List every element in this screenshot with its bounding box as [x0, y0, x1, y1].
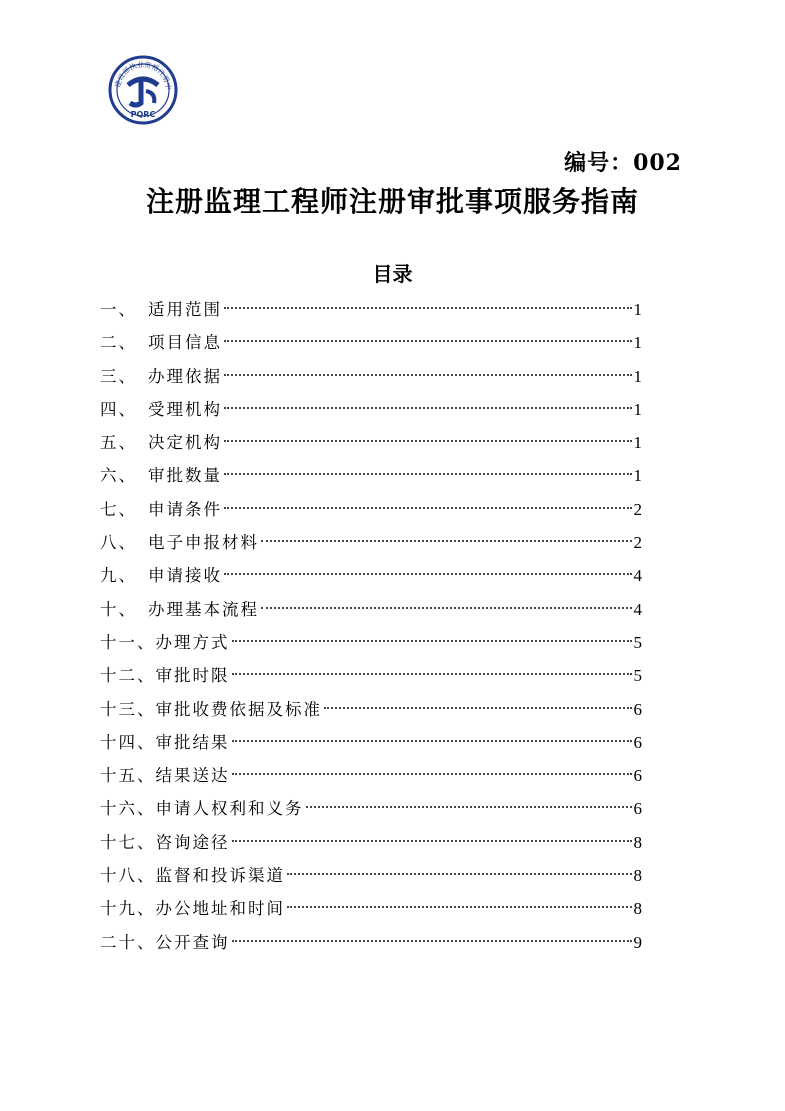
toc-entry[interactable] [100, 429, 642, 462]
toc-entry-page: 1 [633, 399, 642, 419]
toc-entry-number: 十六、 [100, 799, 156, 819]
toc-entry[interactable] [100, 462, 642, 495]
toc-entry-page: 6 [633, 799, 642, 819]
toc-entry[interactable] [100, 629, 642, 662]
toc-leader-dots [232, 940, 632, 942]
toc-leader-dots [232, 840, 632, 842]
table-of-contents [100, 296, 642, 962]
toc-entry-page: 6 [633, 699, 642, 719]
toc-entry-page: 1 [633, 433, 642, 453]
toc-entry-number: 二十、 [100, 932, 156, 952]
toc-entry-page: 6 [633, 732, 642, 752]
toc-leader-dots [287, 873, 632, 875]
toc-entry[interactable] [100, 496, 642, 529]
toc-entry-number: 十三、 [100, 699, 156, 719]
toc-entry-number: 十四、 [100, 732, 156, 752]
toc-entry-label: 办公地址和时间 [155, 899, 285, 919]
toc-entry-page: 1 [633, 366, 642, 386]
logo-abbr: PQRC [130, 110, 156, 119]
toc-entry[interactable] [100, 396, 642, 429]
toc-leader-dots [224, 573, 632, 575]
toc-entry-label: 公开查询 [155, 932, 230, 952]
toc-leader-dots [224, 340, 632, 342]
toc-entry-page: 6 [633, 766, 642, 786]
toc-entry[interactable] [100, 296, 642, 329]
toc-leader-dots [261, 540, 632, 542]
toc-entry-page: 5 [633, 632, 642, 652]
toc-entry-number: 九、 [100, 566, 137, 586]
toc-entry-number: 四、 [100, 399, 137, 419]
toc-leader-dots [232, 740, 632, 742]
toc-entry[interactable] [100, 529, 642, 562]
toc-entry-label: 项目信息 [148, 333, 222, 353]
logo-arc-text: 建设部执业资格注册中 [113, 60, 173, 91]
toc-entry-label: 决定机构 [148, 433, 222, 453]
toc-entry-page: 8 [633, 899, 642, 919]
toc-entry-label: 受理机构 [148, 399, 222, 419]
toc-entry-number: 十、 [100, 599, 137, 619]
toc-entry-page: 2 [633, 533, 642, 553]
toc-leader-dots [324, 707, 632, 709]
document-number: 编号：002 [564, 150, 682, 176]
toc-leader-dots [287, 906, 632, 908]
toc-entry-number: 十一、 [100, 632, 156, 652]
toc-leader-dots [224, 440, 632, 442]
toc-entry-number: 五、 [100, 433, 137, 453]
toc-entry[interactable] [100, 929, 642, 962]
toc-entry-page: 5 [633, 666, 642, 686]
toc-entry-label: 申请接收 [148, 566, 222, 586]
toc-entry-label: 办理方式 [155, 632, 230, 652]
toc-entry[interactable] [100, 662, 642, 695]
toc-entry[interactable] [100, 862, 642, 895]
toc-entry-number: 八、 [100, 533, 137, 553]
toc-entry-label: 适用范围 [148, 300, 222, 319]
toc-entry[interactable] [100, 762, 642, 795]
toc-leader-dots [224, 507, 632, 509]
toc-entry-number: 十八、 [100, 866, 156, 886]
toc-entry[interactable] [100, 596, 642, 629]
toc-entry-page: 2 [633, 499, 642, 519]
toc-leader-dots [306, 806, 632, 808]
toc-entry-label: 审批收费依据及标准 [155, 699, 322, 719]
toc-entry-page: 1 [633, 333, 642, 353]
toc-entry[interactable] [100, 363, 642, 396]
toc-entry-number: 十二、 [100, 666, 156, 686]
toc-entry[interactable] [100, 562, 642, 595]
toc-leader-dots [224, 307, 632, 309]
toc-entry-number: 一、 [100, 300, 137, 319]
toc-leader-dots [224, 374, 632, 376]
toc-leader-dots [232, 773, 632, 775]
toc-entry-number: 三、 [100, 366, 137, 386]
toc-heading: 目录 [372, 262, 413, 286]
toc-entry-label: 审批数量 [148, 466, 222, 486]
toc-entry-page: 1 [633, 466, 642, 486]
toc-entry-page: 4 [633, 566, 642, 586]
toc-leader-dots [224, 473, 632, 475]
document-title: 注册监理工程师注册审批事项服务指南 [145, 185, 639, 218]
toc-entry[interactable] [100, 795, 642, 828]
toc-entry-page: 9 [633, 932, 642, 952]
toc-entry[interactable] [100, 895, 642, 928]
pqrc-logo [108, 55, 178, 125]
toc-entry-number: 十五、 [100, 766, 156, 786]
toc-entry-label: 办理基本流程 [148, 599, 259, 619]
toc-entry[interactable] [100, 729, 642, 762]
toc-entry-label: 审批时限 [155, 666, 230, 686]
toc-entry[interactable] [100, 829, 642, 862]
toc-entry-page: 8 [633, 866, 642, 886]
toc-leader-dots [232, 673, 632, 675]
toc-entry-number: 十七、 [100, 832, 156, 852]
toc-entry[interactable] [100, 329, 642, 362]
toc-entry-page: 4 [633, 599, 642, 619]
toc-entry-label: 监督和投诉渠道 [155, 866, 285, 886]
pqrc-seal-icon [108, 55, 178, 125]
toc-entry-number: 十九、 [100, 899, 156, 919]
toc-leader-dots [261, 607, 632, 609]
toc-entry[interactable] [100, 696, 642, 729]
toc-entry-label: 审批结果 [155, 732, 230, 752]
toc-entry-number: 二、 [100, 333, 137, 353]
toc-entry-label: 结果送达 [155, 766, 230, 786]
toc-entry-number: 七、 [100, 499, 137, 519]
toc-entry-label: 电子申报材料 [148, 533, 259, 553]
toc-entry-page: 8 [633, 832, 642, 852]
toc-leader-dots [232, 640, 632, 642]
toc-leader-dots [224, 407, 632, 409]
toc-entry-page: 1 [633, 300, 642, 319]
toc-entry-label: 咨询途径 [155, 832, 230, 852]
toc-entry-label: 申请条件 [148, 499, 222, 519]
toc-entry-label: 办理依据 [148, 366, 222, 386]
toc-entry-number: 六、 [100, 466, 137, 486]
toc-entry-label: 申请人权利和义务 [155, 799, 304, 819]
